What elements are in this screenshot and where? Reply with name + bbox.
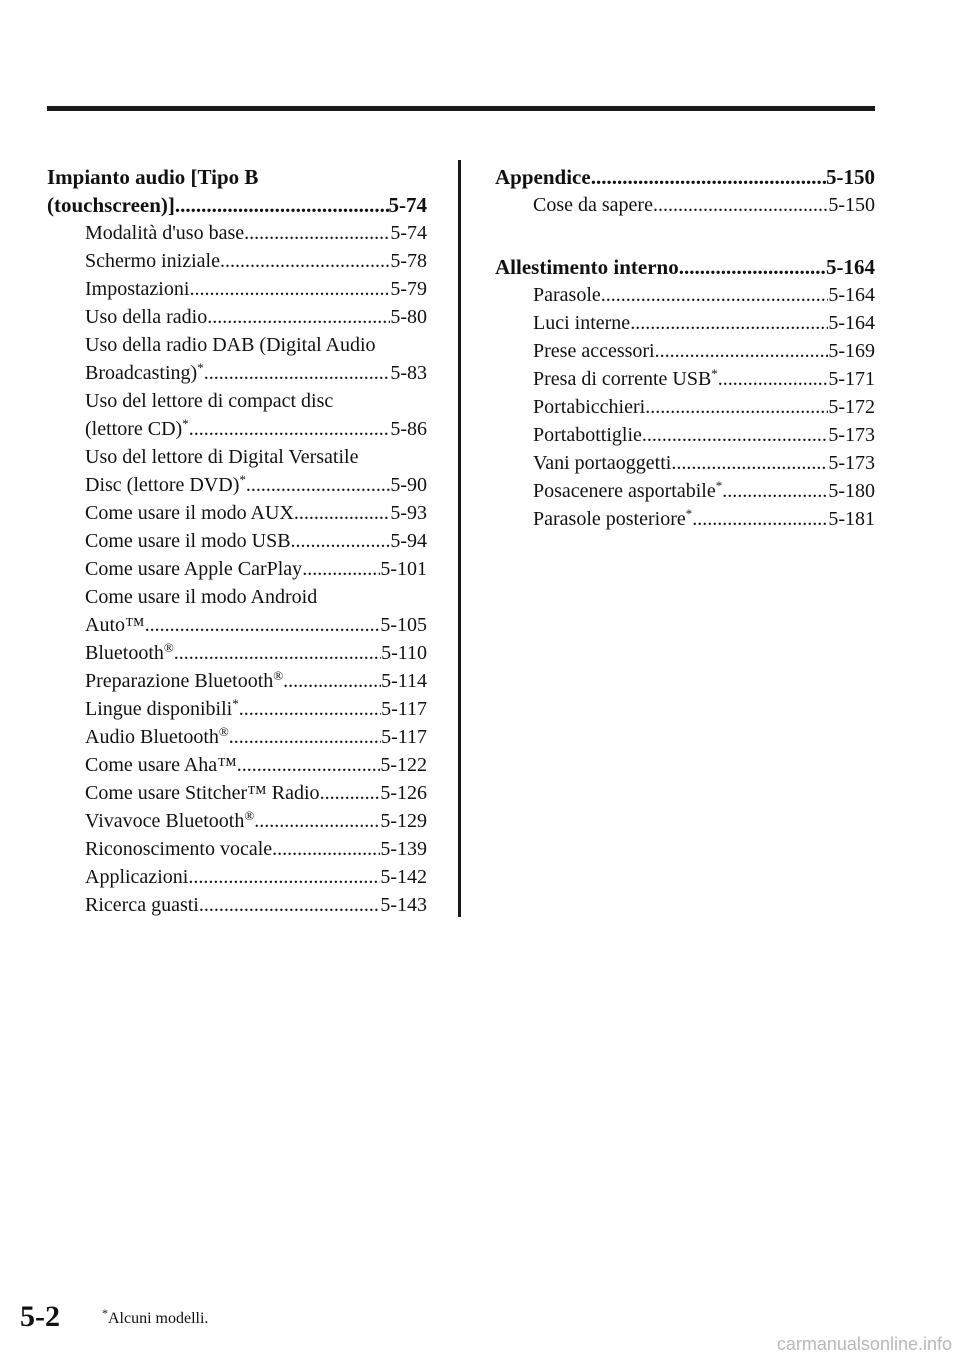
- leader-dots: [591, 163, 826, 191]
- toc-entry-page: 5-74: [390, 222, 427, 244]
- leader-dots: [722, 477, 828, 505]
- toc-entry-label: [533, 191, 653, 219]
- footnote-text: Alcuni modelli.: [108, 1310, 209, 1327]
- toc-entry[interactable]: [47, 471, 427, 499]
- toc-entry-text: Auto™: [85, 614, 145, 636]
- toc-entry-mark: *: [715, 478, 723, 493]
- toc-entry-page: 5-78: [390, 250, 427, 272]
- toc-entry[interactable]: [495, 281, 875, 309]
- leader-dots: [601, 281, 829, 309]
- toc-entry-page: 5-139: [380, 838, 427, 860]
- toc-section-audio[interactable]: [47, 191, 427, 219]
- toc-entry[interactable]: [495, 337, 875, 365]
- toc-entry[interactable]: [47, 527, 427, 555]
- toc-entry-page: 5-93: [390, 502, 427, 524]
- leader-dots: [653, 191, 828, 219]
- toc-entry-page: 5-110: [381, 642, 427, 664]
- toc-entry[interactable]: [495, 449, 875, 477]
- toc-entry-line1: Uso del lettore di compact disc: [85, 390, 334, 412]
- toc-entry[interactable]: [47, 751, 427, 779]
- toc-entry-label: [533, 449, 671, 477]
- toc-entry-text: Come usare Stitcher™ Radio: [85, 782, 320, 804]
- toc-entry[interactable]: [47, 779, 427, 807]
- toc-entry-mark: ®: [244, 808, 255, 823]
- toc-entry-page: 5-101: [380, 558, 427, 580]
- toc-entry-page: 5-172: [828, 396, 875, 418]
- toc-entry-label: [533, 393, 645, 421]
- toc-entry-text: Disc (lettore DVD): [85, 474, 240, 496]
- leader-dots: [207, 303, 390, 331]
- toc-entry[interactable]: [495, 421, 875, 449]
- toc-entry[interactable]: [47, 247, 427, 275]
- toc-entry-page: 5-173: [828, 452, 875, 474]
- toc-entry-label: [85, 611, 145, 639]
- toc-entry[interactable]: [47, 415, 427, 443]
- toc-entry-page: 5-142: [380, 866, 427, 888]
- toc-entry[interactable]: [47, 807, 427, 835]
- leader-dots: [718, 365, 829, 393]
- leader-dots: [174, 639, 381, 667]
- leader-dots: [237, 751, 381, 779]
- toc-entry-label: [533, 309, 630, 337]
- toc-entry-text: Parasole: [533, 284, 601, 306]
- leader-dots: [645, 393, 828, 421]
- toc-entry-text: Portabicchieri: [533, 396, 646, 418]
- toc-entry-mark: ®: [163, 640, 174, 655]
- toc-entry-page: 5-122: [380, 754, 427, 776]
- leader-dots: [199, 891, 380, 919]
- toc-entry[interactable]: [495, 477, 875, 505]
- toc-entry-label: [85, 779, 320, 807]
- toc-section[interactable]: [495, 253, 875, 281]
- leader-dots: [189, 275, 390, 303]
- toc-entry-page: 5-173: [828, 424, 875, 446]
- toc-entry-text: Parasole posteriore: [533, 508, 686, 530]
- leader-dots: [204, 359, 391, 387]
- top-rule: [47, 106, 875, 111]
- toc-entry-label: [85, 415, 189, 443]
- toc-entry[interactable]: [47, 639, 427, 667]
- leader-dots: [188, 863, 380, 891]
- toc-entry-page: 5-150: [828, 194, 875, 216]
- toc-entry-page: 5-181: [828, 508, 875, 530]
- toc-entry-text: Riconoscimento vocale: [85, 838, 273, 860]
- leader-dots: [294, 499, 390, 527]
- toc-entry-page: 5-117: [381, 726, 427, 748]
- toc-entry-mark: ®: [218, 724, 229, 739]
- toc-entry[interactable]: [47, 303, 427, 331]
- toc-entry-text: Modalità d'uso base: [85, 222, 245, 244]
- toc-entry-mark: *: [711, 366, 718, 381]
- toc-section[interactable]: [495, 163, 875, 191]
- section-page: 5-150: [826, 165, 875, 189]
- toc-entry-text: Lingue disponibili: [85, 698, 233, 720]
- toc-entry-text: Come usare il modo USB: [85, 530, 291, 552]
- page-number: 5-2: [20, 1300, 60, 1333]
- toc-entry-page: 5-105: [380, 614, 427, 636]
- leader-dots: [272, 835, 380, 863]
- toc-entry-text: Portabottiglie: [533, 424, 642, 446]
- section-title: Appendice: [495, 165, 591, 189]
- toc-entry-text: Cose da sapere: [533, 194, 653, 216]
- toc-entry-page: 5-126: [380, 782, 427, 804]
- section-title: Allestimento interno: [495, 255, 679, 279]
- leader-dots: [145, 611, 381, 639]
- toc-entry-text: Preparazione Bluetooth: [85, 670, 274, 692]
- toc-entry[interactable]: [47, 891, 427, 919]
- toc-entry-page: 5-164: [828, 284, 875, 306]
- toc-entry-page: 5-169: [828, 340, 875, 362]
- toc-entry[interactable]: [47, 611, 427, 639]
- toc-entry-text: Prese accessori: [533, 340, 655, 362]
- toc-entry-label: [85, 751, 237, 779]
- toc-entry-line1: Uso della radio DAB (Digital Audio: [85, 334, 376, 356]
- toc-entry-label: [533, 365, 718, 393]
- leader-dots: [220, 247, 390, 275]
- toc-entry-text: Schermo iniziale: [85, 250, 220, 272]
- toc-entry[interactable]: [495, 505, 875, 533]
- toc-entry-page: 5-171: [828, 368, 875, 390]
- toc-entry[interactable]: [47, 555, 427, 583]
- column-divider: [458, 160, 461, 917]
- leader-dots: [692, 505, 828, 533]
- toc-entry-label: [85, 527, 291, 555]
- leader-dots: [679, 253, 826, 281]
- toc-entry-mark: *: [239, 472, 246, 487]
- toc-entry-page: 5-164: [828, 312, 875, 334]
- toc-left-column: [47, 163, 427, 919]
- toc-entry-label: [85, 695, 239, 723]
- toc-entry-label: [85, 891, 199, 919]
- toc-entry-label: [85, 275, 189, 303]
- section-gap: [495, 219, 875, 253]
- toc-entry[interactable]: [495, 309, 875, 337]
- toc-entry-label: [85, 359, 204, 387]
- toc-entry-label: [85, 639, 174, 667]
- section-page: 5-164: [826, 255, 875, 279]
- toc-entry-mark: *: [685, 506, 693, 521]
- toc-entry[interactable]: [47, 219, 427, 247]
- leader-dots: [302, 555, 380, 583]
- toc-entry-label: [85, 667, 283, 695]
- toc-entry[interactable]: [495, 393, 875, 421]
- toc-entry-label: [85, 247, 220, 275]
- toc-entry-page: 5-86: [390, 418, 427, 440]
- toc-entry-text: Vivavoce Bluetooth: [85, 810, 245, 832]
- toc-entry-page: 5-180: [828, 480, 875, 502]
- toc-entry-label: [85, 303, 207, 331]
- toc-entry-text: (lettore CD): [85, 418, 183, 440]
- toc-entry-page: 5-143: [380, 894, 427, 916]
- leader-dots: [642, 421, 828, 449]
- toc-entry-page: 5-114: [381, 670, 427, 692]
- toc-entry-label: [533, 421, 642, 449]
- toc-entry-label: [533, 505, 692, 533]
- toc-entry-mark: *: [182, 416, 189, 431]
- toc-entry-label: [85, 807, 254, 835]
- toc-entry-page: 5-79: [390, 278, 427, 300]
- toc-entry-text: Impostazioni: [85, 278, 190, 300]
- leader-dots: [189, 415, 391, 443]
- toc-entry-text: Come usare Aha™: [85, 754, 237, 776]
- leader-dots: [671, 449, 828, 477]
- toc-entry-label: [85, 499, 294, 527]
- toc-entry[interactable]: [47, 723, 427, 751]
- toc-entries-audio: [47, 219, 427, 919]
- leader-dots: [320, 779, 381, 807]
- toc-entry-page: 5-129: [380, 810, 427, 832]
- toc-entry[interactable]: [495, 365, 875, 393]
- toc-entry-label: [533, 281, 601, 309]
- toc-entry-page: 5-94: [390, 530, 427, 552]
- toc-entry-text: Presa di corrente USB: [533, 368, 712, 390]
- toc-entry-label: [85, 863, 188, 891]
- watermark: carmanualsonline.info: [776, 1334, 952, 1354]
- toc-entry-label: [85, 835, 272, 863]
- toc-entry-label: [85, 723, 229, 751]
- toc-entry-line1: Uso del lettore di Digital Versatile: [85, 446, 359, 468]
- toc-entry-label: [85, 471, 246, 499]
- toc-entry[interactable]: [47, 667, 427, 695]
- leader-dots: [655, 337, 829, 365]
- toc-entry-mark: *: [197, 360, 204, 375]
- toc-entry-text: Vani portaoggetti: [533, 452, 672, 474]
- footnote: [102, 1306, 209, 1328]
- toc-entry-text: Broadcasting): [85, 362, 198, 384]
- toc-entry-text: Come usare il modo AUX: [85, 502, 294, 524]
- toc-entry-mark: *: [232, 696, 239, 711]
- leader-dots: [244, 219, 390, 247]
- toc-entry-text: Bluetooth: [85, 642, 164, 664]
- toc-entry-text: Audio Bluetooth: [85, 726, 219, 748]
- toc-entry[interactable]: [47, 863, 427, 891]
- leader-dots: [175, 191, 389, 219]
- leader-dots: [283, 667, 381, 695]
- toc-entry[interactable]: [47, 499, 427, 527]
- leader-dots: [229, 723, 381, 751]
- leader-dots: [291, 527, 391, 555]
- section-title-audio-line2: (touchscreen)]: [47, 193, 175, 217]
- toc-entry-text: Uso della radio: [85, 306, 208, 328]
- toc-entry-label: [85, 555, 302, 583]
- toc-entry-line1: Come usare il modo Android: [85, 586, 318, 608]
- toc-entry-text: Come usare Apple CarPlay: [85, 558, 303, 580]
- toc-entry-text: Luci interne: [533, 312, 631, 334]
- leader-dots: [246, 471, 390, 499]
- footnote-mark: *: [102, 1306, 108, 1320]
- toc-right-column: [495, 163, 875, 533]
- toc-entry[interactable]: [47, 695, 427, 723]
- toc-entry-mark: ®: [273, 668, 284, 683]
- toc-entry-text: Applicazioni: [85, 866, 189, 888]
- leader-dots: [239, 695, 381, 723]
- section-title-audio-line1: Impianto audio [Tipo B: [47, 165, 259, 189]
- toc-entry-page: 5-117: [381, 698, 427, 720]
- toc-entry[interactable]: [495, 191, 875, 219]
- toc-entry-page: 5-80: [390, 306, 427, 328]
- leader-dots: [630, 309, 828, 337]
- toc-entry-label: [533, 477, 722, 505]
- leader-dots: [254, 807, 380, 835]
- toc-entry[interactable]: [47, 835, 427, 863]
- toc-entry-label: [85, 219, 244, 247]
- toc-entry[interactable]: [47, 275, 427, 303]
- toc-entry-text: Posacenere asportabile: [533, 480, 716, 502]
- toc-entry-text: Ricerca guasti: [85, 894, 199, 916]
- section-page-audio: 5-74: [388, 193, 427, 217]
- toc-entry-page: 5-83: [390, 362, 427, 384]
- toc-entry-page: 5-90: [390, 474, 427, 496]
- toc-entry-label: [533, 337, 655, 365]
- toc-entry[interactable]: [47, 359, 427, 387]
